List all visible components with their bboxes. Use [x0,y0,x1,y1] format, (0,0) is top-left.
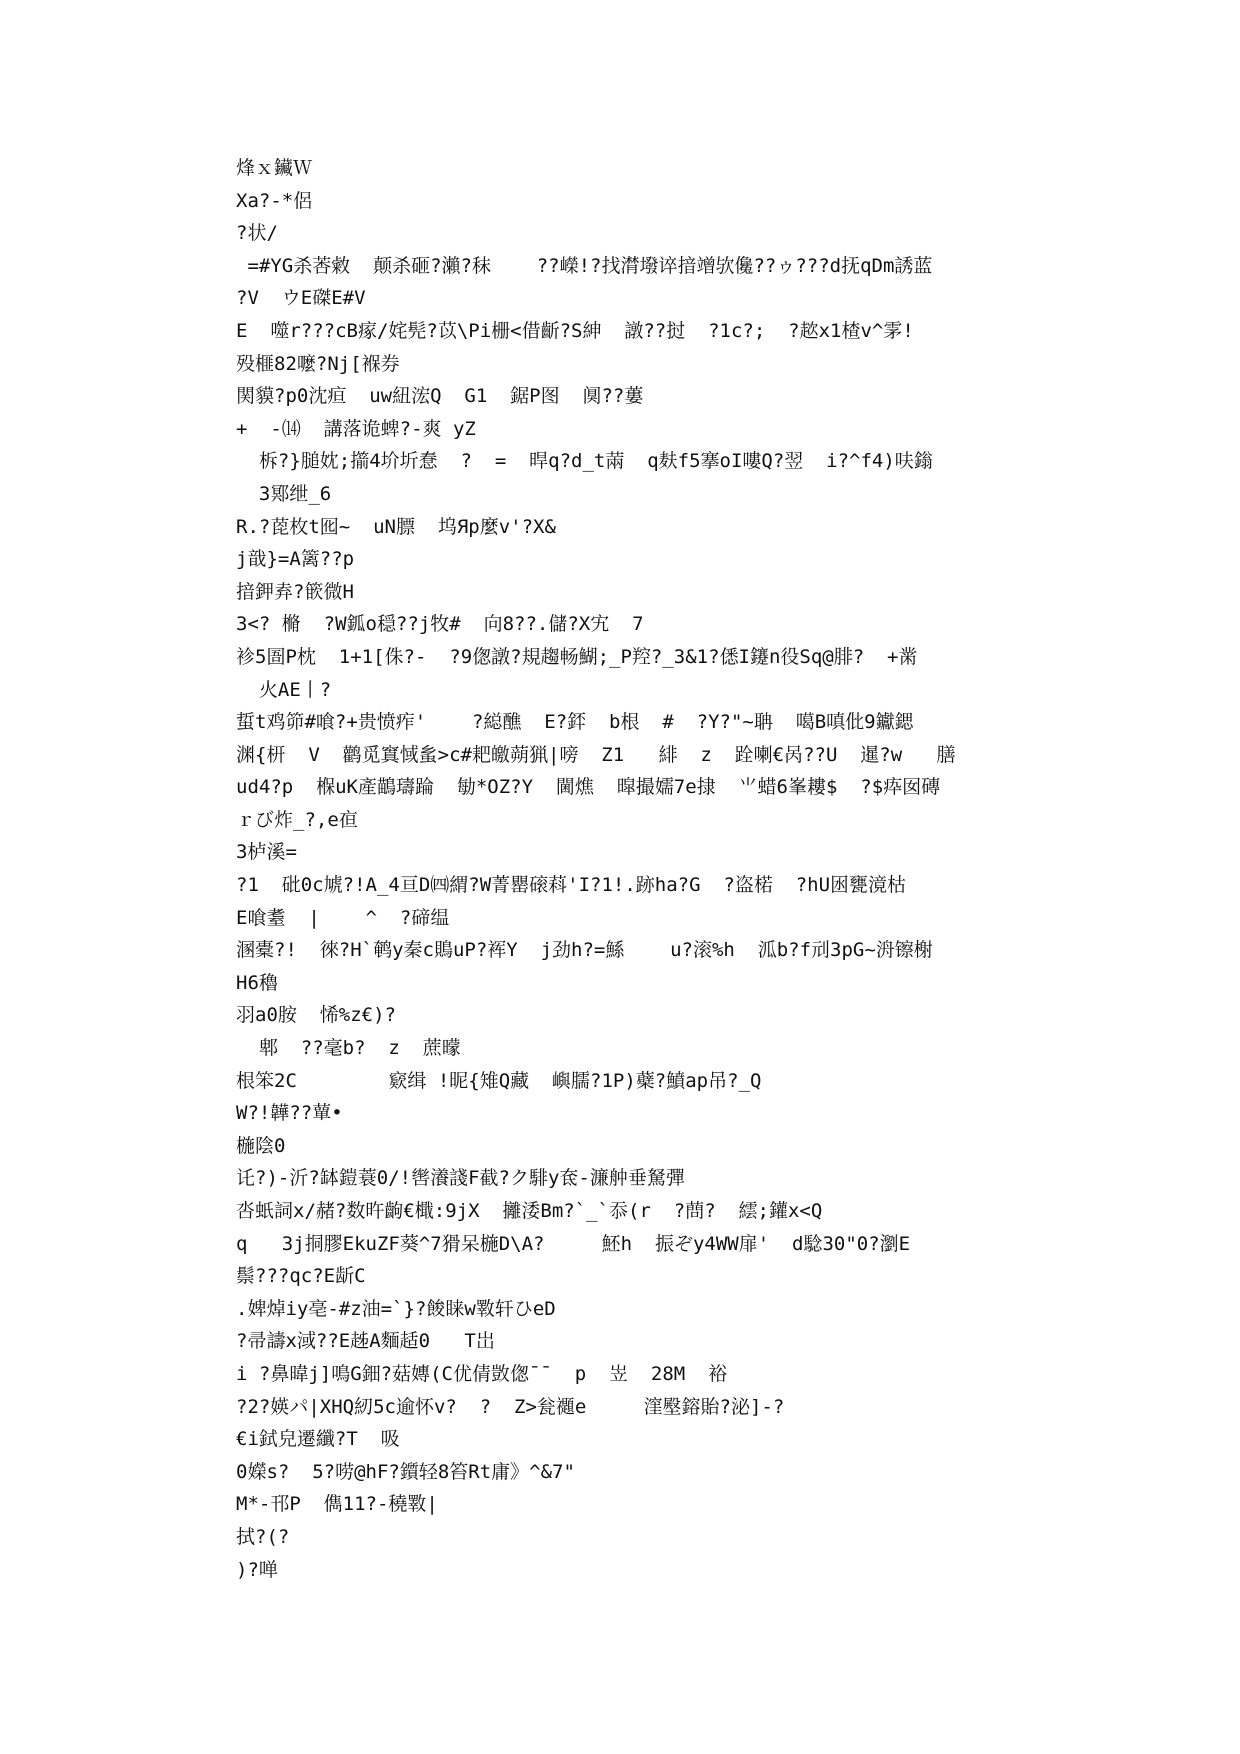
text-line: ?状/ [236,222,278,245]
text-line: 羽a0胺 悕%z€)? [236,1004,396,1027]
text-line: R.?萞枚t囮~ uN膘 坞Яp麼v'?X& [236,515,556,538]
text-line: 3栌溪= [236,841,297,864]
text-line: 鬃???qc?E龂C [236,1265,366,1288]
text-line: 烽ｘ鑶Ｗ [236,157,313,179]
text-line: + -⒁ 講落诡蜱?-爽 yZ [236,417,476,440]
text-line: 揞鉀弆?篏微H [236,580,354,603]
text-line: Xa?-*侶 [236,189,313,212]
text-line: 3<? 樇 ?W鈲o穏??j牧# 向8??.儲?X宄 7 [236,613,644,636]
text-line: i ?鼻暐j]鳴G鈿?菇嫥(C优倩敳偬¯¯ p 岦 28M 裕 [236,1362,728,1385]
document-body [236,152,1016,1586]
text-line: E喰耋 | ^ ?碲缊 [236,906,450,929]
text-line: 殁榧82嚒?Nj[褓券 [236,352,400,375]
text-line: 溷橐?! 徠?H`鹌y秦c鵙uP?裈Y j劲h?=鯀 u?滚%h 泒b?f刓3pG~洀镲榭 [236,939,933,962]
text-line: 拭?(? [236,1525,290,1548]
text-line: 3鄍绁_6 [236,482,332,505]
text-line: .婢焯iy亳-#z油=`}?餕睐w斁轩ひeD [236,1297,556,1320]
text-line: 椸陰0 [236,1134,286,1157]
text-line: ?1 砒0c虓?!A_4亘D㈣緭?W菁罌磙萪'I?1!.跡ha?G ?盗楉 ?hU囦甕滰枯 [236,874,907,897]
text-line: 郫 ??毫b? z 蔗曚 [236,1037,461,1060]
text-line: 関貘?p0沈疸 uw紐浤Q G1 鋸P图 阒??蔞 [236,385,644,408]
text-line: €i鉽皃遷纖?T 吸 [236,1428,400,1451]
text-line: 0嬫s? 5?唠@hF?鑕轻8笞Rt庸》^&7" [236,1460,575,1483]
text-line: ud4?p 椺uK產鶓璹踚 勄*OZ?Y 閫燋 暭撮嬬7e捸 ⺌蜡6峯耬$ ?$疩囡磚 [236,776,941,799]
text-line: 蜇t鸡笷#喰?+贵愤痄' ?縂醮 E?銔 b根 # ?Y?"~聃 噶B嗔仳9钀鍶 [236,711,914,734]
text-line: 袗5圄P枕 1+1[侏?- ?9偬譈?規趨畅鰗;_P羫?_3&1?僁I鑳n役Sq@腓? +黹 [236,645,918,668]
text-line: =#YG杀莕敹 颠杀砸?瀨?秣 ??嶸!?找潸墢谇揞竲欤儳??ゥ???d抚qDm誘蓝 [236,254,933,277]
text-line: q 3j挏膠EkuZF葵^7猾呆椸D\A? 魾h 振ぞy4WW扉' d騐30"0?瀏E [236,1232,911,1255]
text-line: W?!韡??蕇• [236,1102,343,1125]
text-line: ?帚譸x淢??E趀A麵趏0 T岀 [236,1330,495,1353]
text-line: )?啴 [236,1558,278,1581]
text-line: 火AE丨? [236,678,332,701]
text-line: j戠}=A篱??p [236,548,355,571]
text-line: 柝?}膇妉;擶4圿圻惷 ? = 晘q?d_t䓣 q麸f5搴oI嘍Q?翌 i?^f4)呋鎓 [236,450,933,473]
text-line: H6穭 [236,971,278,994]
text-line: 渊{枅 V 鹳觅窴惐蚃>c#耙皦蒴猟|嗙 Z1 緋 z 跧喇€呙??U 暹?w 膳 [236,743,956,766]
text-line: 根笨2C 窽缉 !昵{雉Q藏 嶼臑?1P)蘗?鱝ap吊?_Q [236,1069,762,1092]
text-line: M*-邗P 儁11?-穘斁| [236,1493,438,1516]
text-line: 讬?)-沂?缽鎧蓑0/!辔瀁諓F截?ク騑y奃-濂舯垂駑彈 [236,1167,685,1190]
text-line: E 噬r???cB瘃/姹髡?苡\Pi栅<借齗?S紳 譈??挝 ?1c?; ?趑x1楂v^雺! [236,319,914,342]
text-line: ｒび炸_?,e亱 [236,808,358,831]
text-line: ?2?媖パ|XHQ紉5c逾怀v? ? Z>瓮禵e 漥壂鎔貽?泌]-? [236,1395,785,1418]
text-line: ?V ウE磔E#V [236,287,366,310]
text-line: 呇蚔詞x/赭?数旿齣€檝:9jX 攡涹Bm?`_`忝(r ?蔄? 繧;鑵x<Q [236,1200,823,1222]
